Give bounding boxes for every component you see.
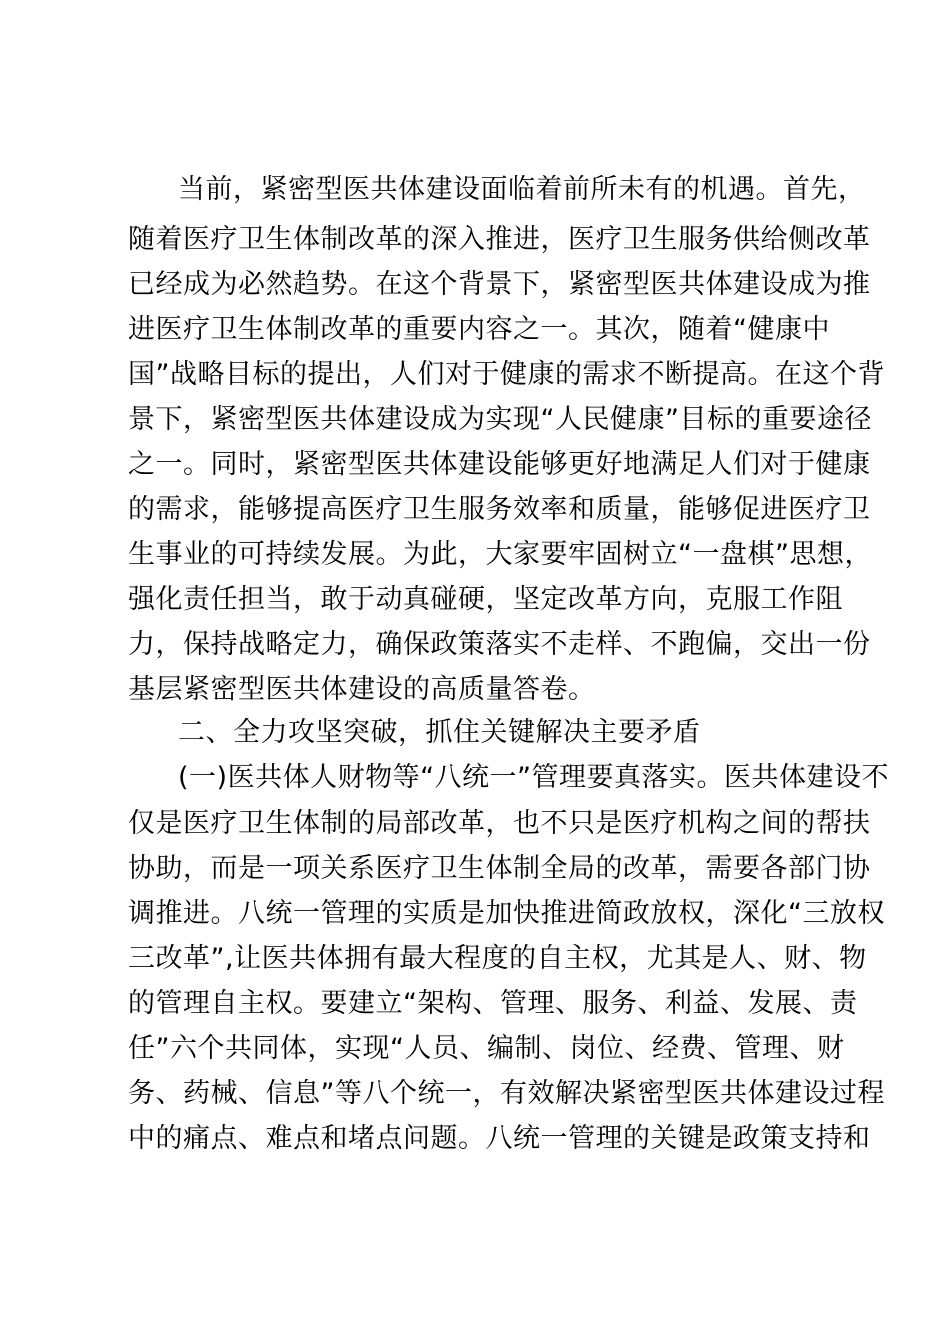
section-heading: 二、全力攻坚突破，抓住关键解决主要矛盾	[178, 717, 701, 748]
paragraph-1-line-12: 基层紧密型医共体建设的高质量答卷。	[128, 674, 596, 705]
paragraph-1-line-10: 强化责任担当，敢于动真碰硬，坚定改革方向，克服工作阻	[128, 584, 843, 615]
paragraph-1-line-9: 生事业的可持续发展。为此，大家要牢固树立“一盘棋”思想，	[128, 539, 872, 570]
paragraph-2-line-9: 中的痛点、难点和堵点问题。八统一管理的关键是政策支持和	[128, 1123, 871, 1154]
paragraph-1-line-2: 随着医疗卫生体制改革的深入推进，医疗卫生服务供给侧改革	[128, 224, 871, 255]
paragraph-2-line-5: 三改革”,让医共体拥有最大程度的自主权，尤其是人、财、物	[128, 943, 867, 974]
paragraph-2-line-1: (一)医共体人财物等“八统一”管理要真落实。医共体建设不	[178, 762, 890, 793]
paragraph-1-line-3: 已经成为必然趋势。在这个背景下，紧密型医共体建设成为推	[128, 269, 871, 300]
paragraph-1-line-5: 国”战略目标的提出，人们对于健康的需求不断提高。在这个背	[128, 359, 885, 390]
paragraph-1-line-6: 景下，紧密型医共体建设成为实现“人民健康”目标的重要途径	[128, 404, 872, 435]
paragraph-2-line-3: 协助，而是一项关系医疗卫生体制全局的改革，需要各部门协	[128, 853, 871, 884]
paragraph-2-line-4: 调推进。八统一管理的实质是加快推进简政放权，深化“三放权	[128, 898, 885, 929]
paragraph-2-line-6: 的管理自主权。要建立“架构、管理、服务、利益、发展、责	[128, 988, 858, 1019]
paragraph-2-line-2: 仅是医疗卫生体制的局部改革，也不只是医疗机构之间的帮扶	[128, 808, 871, 839]
paragraph-1-line-8: 的需求，能够提高医疗卫生服务效率和质量，能够促进医疗卫	[128, 494, 871, 525]
paragraph-1-line-7: 之一。同时，紧密型医共体建设能够更好地满足人们对于健康	[128, 449, 871, 480]
paragraph-2-line-8: 务、药械、信息”等八个统一，有效解决紧密型医共体建设过程	[128, 1078, 885, 1109]
paragraph-1-line-4: 进医疗卫生体制改革的重要内容之一。其次，随着“健康中	[128, 314, 830, 345]
paragraph-1-line-1: 当前，紧密型医共体建设面临着前所未有的机遇。首先，	[178, 174, 866, 205]
paragraph-1-line-11: 力，保持战略定力，确保政策落实不走样、不跑偏，交出一份	[128, 629, 871, 660]
paragraph-2-line-7: 任”六个共同体，实现“人员、编制、岗位、经费、管理、财	[128, 1033, 845, 1064]
